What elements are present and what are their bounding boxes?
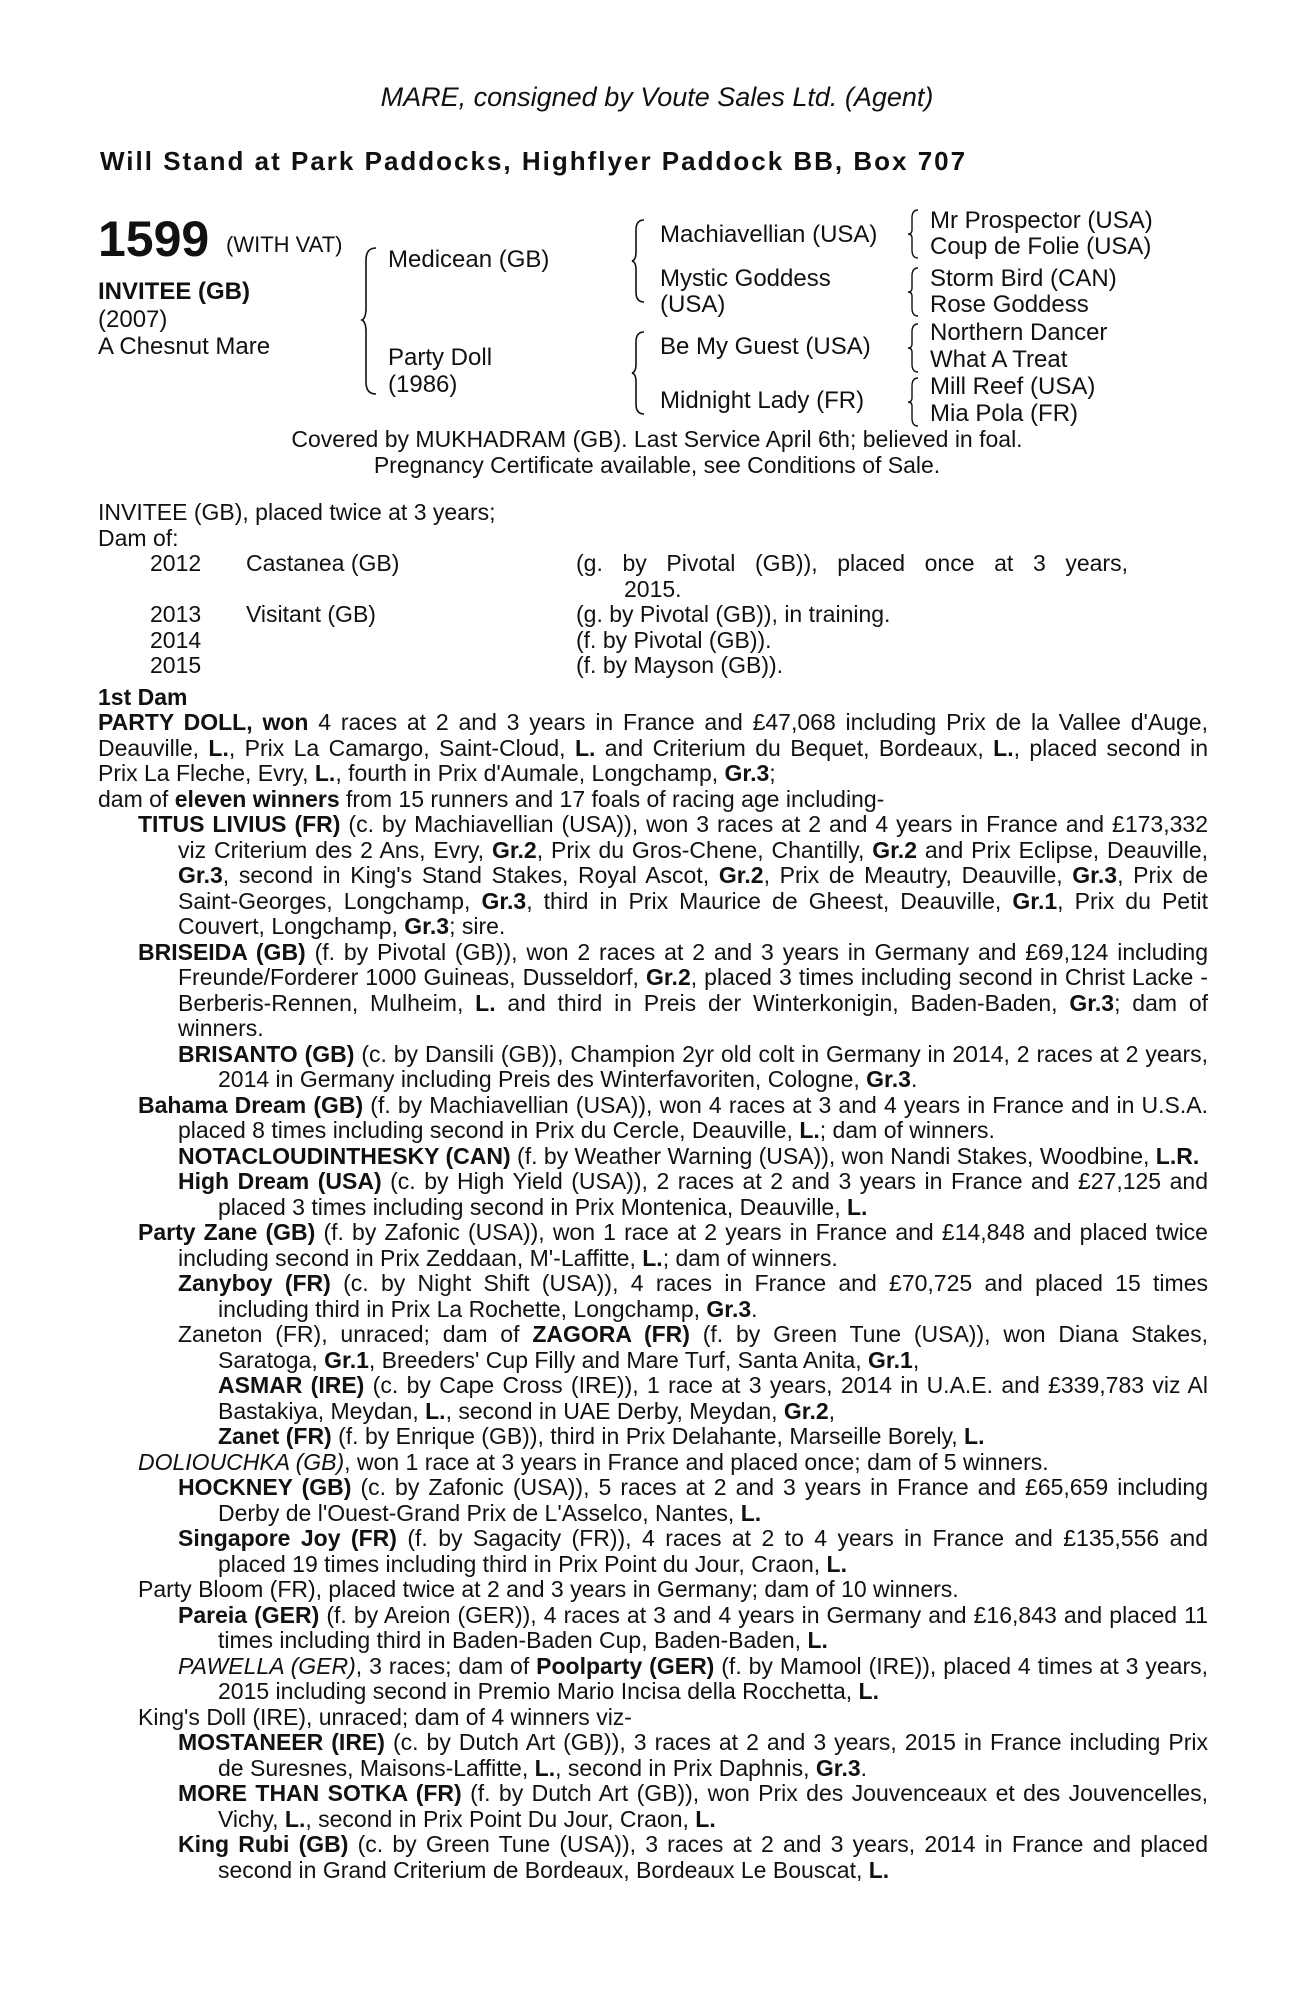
entry-pareia: Pareia (GER) (f. by Areion (GER)), 4 races at 3 and 4 years in Germany and £16,843 and placed 11 times including third in Baden-Baden Cup, Baden-Baden, L.	[178, 1601, 1208, 1653]
pedigree-bracket-sd	[906, 266, 922, 318]
pedigree-bracket-ss	[906, 208, 922, 260]
entry-zanyboy: Zanyboy (FR) (c. by Night Shift (USA)), 4 races in France and £70,725 and placed 15 times including third in Prix La Rochette, Longchamp, Gr.3.	[178, 1270, 1208, 1322]
entry-king-rubi: King Rubi (GB) (c. by Green Tune (USA)), 3 races at 2 and 3 years, 2014 in France and placed second in Grand Criterium de Bordeaux, Bordeaux Le Bouscat, L.	[178, 1831, 1208, 1883]
foal-year: 2015	[150, 652, 202, 678]
foal-year: 2013	[150, 601, 202, 627]
entry-doliouchka: DOLIOUCHKA (GB), won 1 race at 3 years in France and placed once; dam of 5 winners.	[138, 1448, 1049, 1475]
pedigree-sss: Mr Prospector (USA)	[930, 207, 1153, 234]
foal-row	[150, 628, 1128, 654]
entry-kings-doll: King's Doll (IRE), unraced; dam of 4 winners viz-	[138, 1703, 632, 1730]
invitee-intro: INVITEE (GB), placed twice at 3 years;	[98, 499, 496, 525]
foal-year: 2012	[150, 550, 202, 576]
entry-singapore-joy: Singapore Joy (FR) (f. by Sagacity (FR)), 4 races at 2 to 4 years in France and £135,556 and placed 19 times including third in Prix Point du Jour, Craon, L.	[178, 1525, 1208, 1577]
pedigree-dam-dam: Midnight Lady (FR)	[660, 387, 865, 414]
pedigree-bracket-dam	[630, 330, 648, 416]
page-header-title: MARE, consigned by Voute Sales Ltd. (Agent)	[380, 82, 934, 112]
entry-mostaneer: MOSTANEER (IRE) (c. by Dutch Art (GB)), 3 races at 2 and 3 years, 2015 in France including Prix de Suresnes, Maisons-Laffitte, L., second in Prix Daphnis, Gr.3.	[178, 1729, 1208, 1781]
entry-party-bloom: Party Bloom (FR), placed twice at 2 and 3 years in Germany; dam of 10 winners.	[138, 1576, 959, 1602]
foal-name	[246, 653, 576, 679]
pedigree-dam: Party Doll	[388, 344, 493, 371]
entry-more-than-sotka: MORE THAN SOTKA (FR) (f. by Dutch Art (GB)), won Prix des Jouvenceaux et des Jouvencelles, Vichy, L., second in Prix Point Du Jour, Craon, L.	[178, 1780, 1208, 1832]
foal-row	[150, 653, 1128, 679]
pedigree-bracket-dd	[906, 376, 922, 428]
lot-number: 1599	[98, 211, 210, 267]
pedigree-bracket-sire	[630, 218, 648, 304]
pedigree-sire-dam: Mystic Goddess	[660, 265, 831, 292]
horse-year: (2007)	[98, 306, 168, 333]
pedigree-dss: Northern Dancer	[930, 319, 1108, 346]
pedigree-sire-dam-country: (USA)	[660, 291, 726, 318]
entry-bahama-dream: Bahama Dream (GB) (f. by Machiavellian (USA)), won 4 races at 3 and 4 years in France and in U.S.A. placed 8 times including second in Prix du Cercle, Deauville, L.; dam of winners.	[138, 1091, 1208, 1143]
foal-info-cont: 2015.	[624, 575, 682, 602]
entry-hockney: HOCKNEY (GB) (c. by Zafonic (USA)), 5 races at 2 and 3 years in France and £65,659 including Derby de l'Ouest-Grand Prix de L'Asselco, Nantes, L.	[178, 1474, 1208, 1526]
invitee-dam-of: Dam of:	[98, 524, 179, 551]
pedigree-ddd: Mia Pola (FR)	[930, 400, 1079, 427]
entry-pawella: PAWELLA (GER), 3 races; dam of Poolparty (GER) (f. by Mamool (IRE)), placed 4 times at 3 years, 2015 including second in Premio Mario Incisa della Rocchetta, L.	[178, 1652, 1208, 1704]
pedigree-bracket-main	[360, 246, 380, 396]
entry-brisanto: BRISANTO (GB) (c. by Dansili (GB)), Champion 2yr old colt in Germany in 2014, 2 races at 2 years, 2014 in Germany including Preis des Winterfavoriten, Cologne, Gr.3.	[178, 1040, 1209, 1092]
foal-info: (g. by Pivotal (GB)), placed once at 3 years,	[576, 550, 1128, 576]
foal-row	[150, 577, 1128, 603]
foal-year: 2014	[150, 626, 202, 653]
entry-notacloudinthesky: NOTACLOUDINTHESKY (CAN) (f. by Weather Warning (USA)), won Nandi Stakes, Woodbine, L.R.	[178, 1142, 1200, 1169]
covered-line: Covered by MUKHADRAM (GB). Last Service April 6th; believed in foal.	[291, 426, 1023, 452]
pedigree-sds: Storm Bird (CAN)	[930, 265, 1117, 292]
pedigree-sire: Medicean (GB)	[388, 246, 550, 273]
entry-briseida: BRISEIDA (GB) (f. by Pivotal (GB)), won 2 races at 2 and 3 years in Germany and £69,124 including Freunde/Forderer 1000 Guineas, Dusseldorf, Gr.2, placed 3 times including second in Christ Lacke - Berberis-Rennen, Mulheim, L. and third in Preis der Winterkonigin, Baden-Baden, Gr.3; dam of winners.	[138, 938, 1209, 1041]
pedigree-sdd: Rose Goddess	[930, 291, 1089, 318]
foal-row	[150, 602, 1128, 628]
vat-label: (WITH VAT)	[226, 232, 343, 257]
foal-info: (f. by Pivotal (GB)).	[576, 626, 772, 653]
pedigree-dds: Mill Reef (USA)	[930, 373, 1096, 400]
entry-party-zane: Party Zane (GB) (f. by Zafonic (USA)), won 1 race at 2 years in France and £14,848 and placed twice including second in Prix Zeddaan, M'-Laffitte, L.; dam of winners.	[138, 1219, 1208, 1271]
pedigree-dam-sire: Be My Guest (USA)	[660, 333, 871, 360]
foal-name: Castanea (GB)	[246, 550, 400, 576]
stand-location: Will Stand at Park Paddocks, Highflyer Paddock BB, Box 707	[100, 146, 968, 176]
foal-info: (g. by Pivotal (GB)), in training.	[576, 601, 891, 627]
foal-row	[150, 551, 1128, 577]
horse-name: INVITEE (GB)	[98, 278, 251, 305]
first-dam-paragraph: PARTY DOLL, won 4 races at 2 and 3 years in France and £47,068 including Prix de la Vallee d'Auge, Deauville, L., Prix La Camargo, Saint-Cloud, L. and Criterium du Bequet, Bordeaux, L., placed second in Prix La Fleche, Evry, L., fourth in Prix d'Aumale, Longchamp, Gr.3; dam of eleven winners from 15 runners and 17 foals of racing age including-	[98, 709, 1209, 812]
foal-name: Visitant (GB)	[246, 601, 376, 627]
pedigree-dam-year: (1986)	[388, 371, 458, 398]
foals-table	[150, 551, 1128, 679]
pedigree-sire-sire: Machiavellian (USA)	[660, 221, 878, 248]
pregnancy-line: Pregnancy Certificate available, see Conditions of Sale.	[373, 452, 941, 478]
pedigree-ssd: Coup de Folie (USA)	[930, 233, 1152, 260]
entry-zaneton: Zaneton (FR), unraced; dam of ZAGORA (FR) (f. by Green Tune (USA)), won Diana Stakes, Saratoga, Gr.1, Breeders' Cup Filly and Mare Turf, Santa Anita, Gr.1, ASMAR (IRE) (c. by Cape Cross (IRE)), 1 race at 3 years, 2014 in U.A.E. and £339,783 viz Al Bastakiya, Meydan, L., second in UAE Derby, Meydan, Gr.2, Zanet (FR) (f. by Enrique (GB)), third in Prix Delahante, Marseille Borely, L.	[178, 1321, 1208, 1449]
horse-description: A Chesnut Mare	[98, 333, 271, 360]
foal-name	[246, 628, 576, 654]
entry-titus-livius: TITUS LIVIUS (FR) (c. by Machiavellian (USA)), won 3 races at 2 and 4 years in France and £173,332 viz Criterium des 2 Ans, Evry, Gr.2, Prix du Gros-Chene, Chantilly, Gr.2 and Prix Eclipse, Deauville, Gr.3, second in King's Stand Stakes, Royal Ascot, Gr.2, Prix de Meautry, Deauville, Gr.3, Prix de Saint-Georges, Longchamp, Gr.3, third in Prix Maurice de Gheest, Deauville, Gr.1, Prix du Petit Couvert, Longchamp, Gr.3; sire.	[138, 811, 1209, 939]
pedigree-dsd: What A Treat	[930, 346, 1068, 373]
first-dam-heading: 1st Dam	[98, 683, 188, 710]
catalogue-body	[98, 500, 1208, 1883]
foal-info: (f. by Mayson (GB)).	[576, 652, 784, 678]
pedigree-bracket-ds	[906, 322, 922, 374]
entry-high-dream: High Dream (USA) (c. by High Yield (USA)), 2 races at 2 and 3 years in France and £27,125 and placed 3 times including second in Prix Montenica, Deauville, L.	[178, 1168, 1208, 1220]
